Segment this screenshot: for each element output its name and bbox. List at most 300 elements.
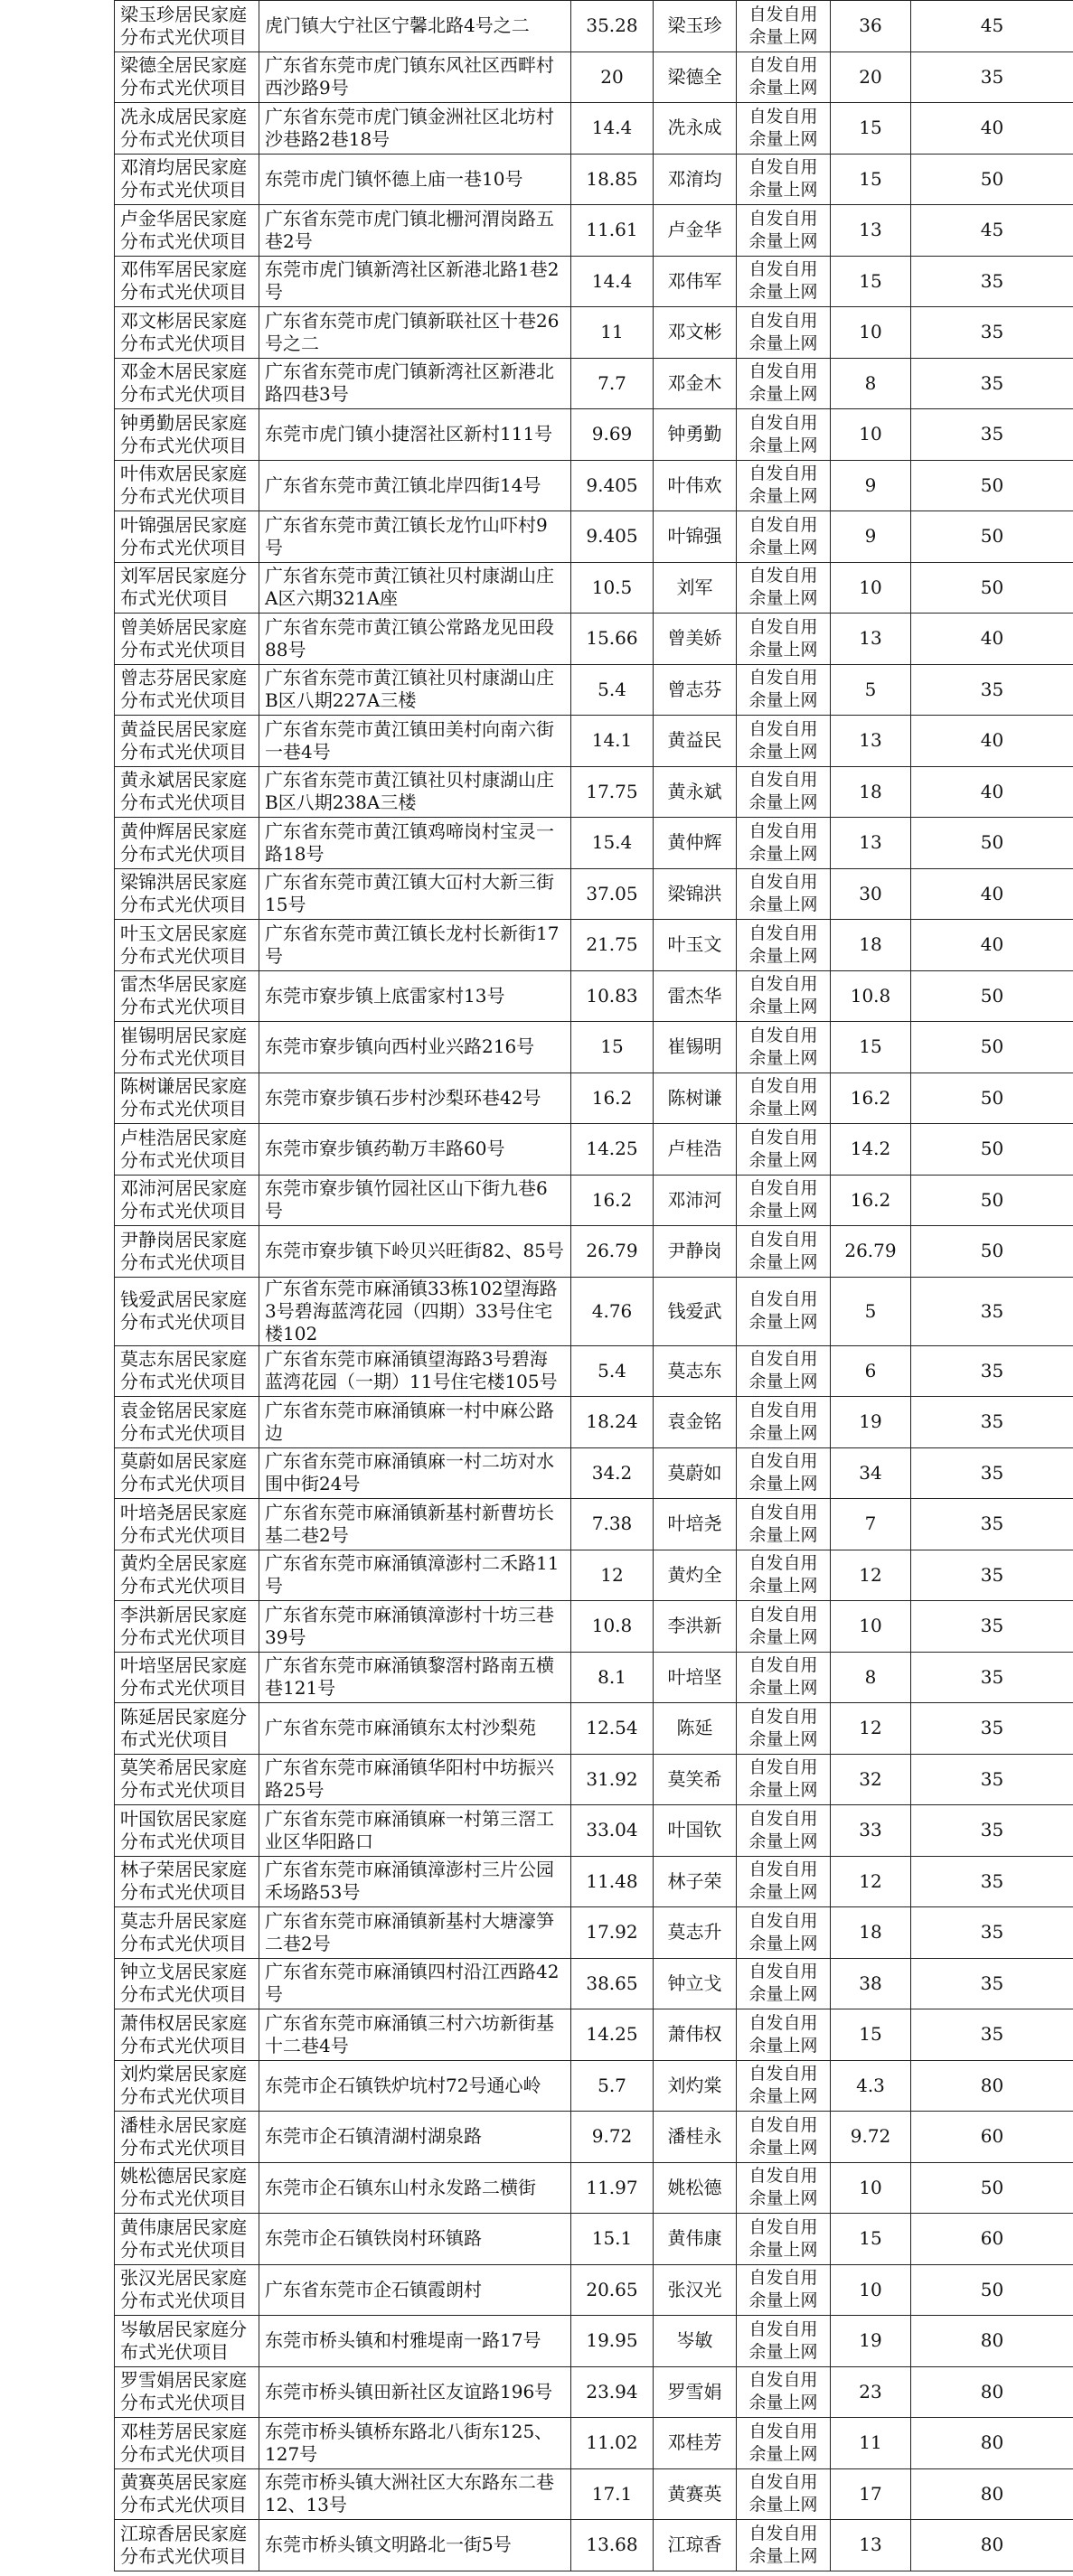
- project-address: 广东省东莞市麻涌镇望海路3号碧海蓝湾花园（一期）11号住宅楼105号: [259, 1345, 571, 1397]
- capacity-value: 14.4: [571, 256, 654, 307]
- value-col-8: 80: [911, 2468, 1073, 2520]
- value-col-8: 35: [911, 1345, 1073, 1397]
- project-name: 黄永斌居民家庭分布式光伏项目: [115, 766, 259, 818]
- project-name: 刘军居民家庭分布式光伏项目: [115, 562, 259, 614]
- project-name: 冼永成居民家庭分布式光伏项目: [115, 103, 259, 155]
- project-name: 江琼香居民家庭分布式光伏项目: [115, 2520, 259, 2571]
- grid-mode: 自发自用余量上网: [737, 1345, 831, 1397]
- capacity-value: 34.2: [571, 1447, 654, 1499]
- table-row: [115, 766, 1073, 818]
- capacity-value: 9.405: [571, 460, 654, 511]
- table-row: [115, 1447, 1073, 1499]
- grid-mode: 自发自用余量上网: [737, 2468, 831, 2520]
- capacity-value: 11.97: [571, 2162, 654, 2214]
- project-address: 广东省东莞市黄江镇大冚村大新三街15号: [259, 868, 571, 920]
- owner-name: 钟勇勤: [654, 409, 737, 461]
- value-col-7: 33: [831, 1805, 911, 1857]
- grid-mode: 自发自用余量上网: [737, 1447, 831, 1499]
- project-address: 广东省东莞市虎门镇金洲社区北坊村沙巷路2巷18号: [259, 103, 571, 155]
- table-row: [115, 2520, 1073, 2571]
- capacity-value: 18.85: [571, 154, 654, 205]
- table-row: [115, 358, 1073, 409]
- capacity-value: 18.24: [571, 1397, 654, 1448]
- owner-name: 罗雪娟: [654, 2366, 737, 2418]
- value-col-7: 15: [831, 2214, 911, 2265]
- value-col-8: 35: [911, 1856, 1073, 1907]
- owner-name: 邓淯均: [654, 154, 737, 205]
- grid-mode: 自发自用余量上网: [737, 1703, 831, 1755]
- project-name: 刘灼棠居民家庭分布式光伏项目: [115, 2060, 259, 2112]
- table-row: [115, 2009, 1073, 2061]
- owner-name: 卢桂浩: [654, 1124, 737, 1176]
- table-row: [115, 716, 1073, 767]
- capacity-value: 16.2: [571, 1073, 654, 1124]
- owner-name: 李洪新: [654, 1601, 737, 1653]
- capacity-value: 35.28: [571, 1, 654, 52]
- value-col-8: 35: [911, 1754, 1073, 1805]
- grid-mode: 自发自用余量上网: [737, 716, 831, 767]
- value-col-8: 80: [911, 2060, 1073, 2112]
- table-row: [115, 920, 1073, 971]
- project-address: 广东省东莞市麻涌镇四村沿江西路42号: [259, 1958, 571, 2009]
- value-col-8: 35: [911, 1805, 1073, 1857]
- owner-name: 梁玉珍: [654, 1, 737, 52]
- project-name: 梁玉珍居民家庭分布式光伏项目: [115, 1, 259, 52]
- value-col-7: 4.3: [831, 2060, 911, 2112]
- value-col-8: 50: [911, 1226, 1073, 1278]
- value-col-8: 45: [911, 205, 1073, 257]
- project-address: 东莞市企石镇东山村永发路二横街: [259, 2162, 571, 2214]
- project-name: 黄益民居民家庭分布式光伏项目: [115, 716, 259, 767]
- owner-name: 邓沛河: [654, 1175, 737, 1226]
- project-address: 广东省东莞市麻涌镇黎滘村路南五横巷121号: [259, 1652, 571, 1703]
- project-name: 邓伟军居民家庭分布式光伏项目: [115, 256, 259, 307]
- grid-mode: 自发自用余量上网: [737, 1907, 831, 1959]
- project-name: 钟立戈居民家庭分布式光伏项目: [115, 1958, 259, 2009]
- capacity-value: 14.1: [571, 716, 654, 767]
- owner-name: 莫蔚如: [654, 1447, 737, 1499]
- capacity-value: 16.2: [571, 1175, 654, 1226]
- value-col-7: 13: [831, 614, 911, 665]
- project-name: 陈延居民家庭分布式光伏项目: [115, 1703, 259, 1755]
- value-col-7: 10: [831, 1601, 911, 1653]
- capacity-value: 31.92: [571, 1754, 654, 1805]
- project-address: 广东省东莞市黄江镇田美村向南六街一巷4号: [259, 716, 571, 767]
- value-col-7: 13: [831, 716, 911, 767]
- project-address: 广东省东莞市企石镇霞朗村: [259, 2264, 571, 2316]
- owner-name: 邓桂芳: [654, 2418, 737, 2469]
- capacity-value: 15.66: [571, 614, 654, 665]
- owner-name: 张汉光: [654, 2264, 737, 2316]
- capacity-value: 7.38: [571, 1499, 654, 1550]
- capacity-value: 7.7: [571, 358, 654, 409]
- grid-mode: 自发自用余量上网: [737, 2214, 831, 2265]
- table-row: [115, 1958, 1073, 2009]
- value-col-8: 45: [911, 1, 1073, 52]
- grid-mode: 自发自用余量上网: [737, 1124, 831, 1176]
- value-col-7: 26.79: [831, 1226, 911, 1278]
- value-col-8: 35: [911, 1907, 1073, 1959]
- grid-mode: 自发自用余量上网: [737, 2316, 831, 2367]
- value-col-8: 40: [911, 868, 1073, 920]
- value-col-8: 50: [911, 818, 1073, 869]
- grid-mode: 自发自用余量上网: [737, 920, 831, 971]
- value-col-7: 34: [831, 1447, 911, 1499]
- grid-mode: 自发自用余量上网: [737, 52, 831, 103]
- table-row: [115, 2316, 1073, 2367]
- value-col-7: 10: [831, 2264, 911, 2316]
- project-table: [114, 0, 1073, 2571]
- project-name: 黄赛英居民家庭分布式光伏项目: [115, 2468, 259, 2520]
- value-col-7: 13: [831, 2520, 911, 2571]
- owner-name: 陈延: [654, 1703, 737, 1755]
- project-address: 广东省东莞市虎门镇新湾社区新港北路四巷3号: [259, 358, 571, 409]
- project-address: 广东省东莞市黄江镇长龙村长新街17号: [259, 920, 571, 971]
- capacity-value: 17.75: [571, 766, 654, 818]
- table-row: [115, 2468, 1073, 2520]
- value-col-7: 36: [831, 1, 911, 52]
- project-address: 广东省东莞市麻涌镇新基村大塘濠笋二巷2号: [259, 1907, 571, 1959]
- value-col-7: 18: [831, 920, 911, 971]
- owner-name: 黄益民: [654, 716, 737, 767]
- owner-name: 叶锦强: [654, 511, 737, 563]
- owner-name: 邓文彬: [654, 307, 737, 359]
- owner-name: 莫笑希: [654, 1754, 737, 1805]
- grid-mode: 自发自用余量上网: [737, 2418, 831, 2469]
- value-col-8: 35: [911, 1499, 1073, 1550]
- table-row: [115, 1907, 1073, 1959]
- project-address: 东莞市桥头镇和村雅堤南一路17号: [259, 2316, 571, 2367]
- capacity-value: 13.68: [571, 2520, 654, 2571]
- grid-mode: 自发自用余量上网: [737, 154, 831, 205]
- value-col-8: 35: [911, 1703, 1073, 1755]
- owner-name: 梁锦洪: [654, 868, 737, 920]
- value-col-8: 35: [911, 1550, 1073, 1601]
- value-col-8: 80: [911, 2418, 1073, 2469]
- value-col-8: 35: [911, 664, 1073, 716]
- table-row: [115, 1226, 1073, 1278]
- project-name: 姚松德居民家庭分布式光伏项目: [115, 2162, 259, 2214]
- grid-mode: 自发自用余量上网: [737, 868, 831, 920]
- value-col-8: 35: [911, 1397, 1073, 1448]
- owner-name: 邓伟军: [654, 256, 737, 307]
- project-address: 虎门镇大宁社区宁馨北路4号之二: [259, 1, 571, 52]
- grid-mode: 自发自用余量上网: [737, 664, 831, 716]
- value-col-8: 40: [911, 766, 1073, 818]
- grid-mode: 自发自用余量上网: [737, 1022, 831, 1073]
- owner-name: 雷杰华: [654, 970, 737, 1022]
- project-address: 广东省东莞市麻涌镇华阳村中坊振兴路25号: [259, 1754, 571, 1805]
- table-row: [115, 818, 1073, 869]
- grid-mode: 自发自用余量上网: [737, 1958, 831, 2009]
- value-col-8: 50: [911, 562, 1073, 614]
- project-address: 东莞市企石镇铁炉坑村72号通心岭: [259, 2060, 571, 2112]
- value-col-8: 50: [911, 2264, 1073, 2316]
- project-name: 张汉光居民家庭分布式光伏项目: [115, 2264, 259, 2316]
- project-name: 黄灼全居民家庭分布式光伏项目: [115, 1550, 259, 1601]
- project-name: 邓金木居民家庭分布式光伏项目: [115, 358, 259, 409]
- capacity-value: 20.65: [571, 2264, 654, 2316]
- owner-name: 叶伟欢: [654, 460, 737, 511]
- project-name: 潘桂永居民家庭分布式光伏项目: [115, 2112, 259, 2163]
- value-col-8: 50: [911, 1073, 1073, 1124]
- project-name: 叶锦强居民家庭分布式光伏项目: [115, 511, 259, 563]
- table-row: [115, 868, 1073, 920]
- project-address: 广东省东莞市黄江镇鸡啼岗村宝灵一路18号: [259, 818, 571, 869]
- capacity-value: 11.48: [571, 1856, 654, 1907]
- owner-name: 陈树谦: [654, 1073, 737, 1124]
- owner-name: 黄灼全: [654, 1550, 737, 1601]
- owner-name: 叶玉文: [654, 920, 737, 971]
- value-col-8: 50: [911, 2162, 1073, 2214]
- capacity-value: 33.04: [571, 1805, 654, 1857]
- owner-name: 冼永成: [654, 103, 737, 155]
- table-row: [115, 52, 1073, 103]
- project-name: 邓沛河居民家庭分布式光伏项目: [115, 1175, 259, 1226]
- capacity-value: 38.65: [571, 1958, 654, 2009]
- value-col-7: 20: [831, 52, 911, 103]
- value-col-7: 19: [831, 1397, 911, 1448]
- capacity-value: 10.5: [571, 562, 654, 614]
- value-col-7: 38: [831, 1958, 911, 2009]
- project-name: 陈树谦居民家庭分布式光伏项目: [115, 1073, 259, 1124]
- grid-mode: 自发自用余量上网: [737, 1550, 831, 1601]
- table-row: [115, 1550, 1073, 1601]
- table-row: [115, 2264, 1073, 2316]
- project-name: 梁锦洪居民家庭分布式光伏项目: [115, 868, 259, 920]
- owner-name: 黄永斌: [654, 766, 737, 818]
- capacity-value: 15.4: [571, 818, 654, 869]
- capacity-value: 10.83: [571, 970, 654, 1022]
- value-col-8: 80: [911, 2520, 1073, 2571]
- project-name: 黄伟康居民家庭分布式光伏项目: [115, 2214, 259, 2265]
- project-name: 曾志芬居民家庭分布式光伏项目: [115, 664, 259, 716]
- value-col-7: 11: [831, 2418, 911, 2469]
- project-name: 卢金华居民家庭分布式光伏项目: [115, 205, 259, 257]
- owner-name: 莫志东: [654, 1345, 737, 1397]
- value-col-7: 15: [831, 1022, 911, 1073]
- grid-mode: 自发自用余量上网: [737, 1175, 831, 1226]
- grid-mode: 自发自用余量上网: [737, 103, 831, 155]
- table-row: [115, 1601, 1073, 1653]
- table-row: [115, 664, 1073, 716]
- grid-mode: 自发自用余量上网: [737, 1856, 831, 1907]
- project-name: 叶培坚居民家庭分布式光伏项目: [115, 1652, 259, 1703]
- grid-mode: 自发自用余量上网: [737, 1652, 831, 1703]
- project-address: 广东省东莞市麻涌镇麻一村二坊对水围中街24号: [259, 1447, 571, 1499]
- table-row: [115, 562, 1073, 614]
- value-col-7: 18: [831, 1907, 911, 1959]
- value-col-8: 35: [911, 307, 1073, 359]
- capacity-value: 23.94: [571, 2366, 654, 2418]
- value-col-7: 18: [831, 766, 911, 818]
- capacity-value: 8.1: [571, 1652, 654, 1703]
- project-address: 东莞市虎门镇新湾社区新港北路1巷2号: [259, 256, 571, 307]
- grid-mode: 自发自用余量上网: [737, 511, 831, 563]
- value-col-7: 9: [831, 511, 911, 563]
- capacity-value: 14.25: [571, 2009, 654, 2061]
- table-row: [115, 154, 1073, 205]
- project-address: 广东省东莞市麻涌镇东太村沙梨苑: [259, 1703, 571, 1755]
- table-row: [115, 256, 1073, 307]
- owner-name: 曾志芬: [654, 664, 737, 716]
- value-col-8: 60: [911, 2112, 1073, 2163]
- owner-name: 钟立戈: [654, 1958, 737, 2009]
- grid-mode: 自发自用余量上网: [737, 1805, 831, 1857]
- project-address: 广东省东莞市麻涌镇33栋102望海路3号碧海蓝湾花园（四期）33号住宅楼102: [259, 1277, 571, 1345]
- capacity-value: 17.1: [571, 2468, 654, 2520]
- value-col-7: 19: [831, 2316, 911, 2367]
- capacity-value: 17.92: [571, 1907, 654, 1959]
- grid-mode: 自发自用余量上网: [737, 818, 831, 869]
- project-address: 广东省东莞市麻涌镇麻一村中麻公路边: [259, 1397, 571, 1448]
- value-col-8: 50: [911, 970, 1073, 1022]
- owner-name: 刘灼棠: [654, 2060, 737, 2112]
- table-row: [115, 409, 1073, 461]
- grid-mode: 自发自用余量上网: [737, 2112, 831, 2163]
- grid-mode: 自发自用余量上网: [737, 2366, 831, 2418]
- capacity-value: 20: [571, 52, 654, 103]
- value-col-7: 8: [831, 1652, 911, 1703]
- owner-name: 林子荣: [654, 1856, 737, 1907]
- table-row: [115, 1073, 1073, 1124]
- owner-name: 黄仲辉: [654, 818, 737, 869]
- owner-name: 萧伟权: [654, 2009, 737, 2061]
- grid-mode: 自发自用余量上网: [737, 2264, 831, 2316]
- project-name: 莫志升居民家庭分布式光伏项目: [115, 1907, 259, 1959]
- value-col-7: 32: [831, 1754, 911, 1805]
- project-name: 雷杰华居民家庭分布式光伏项目: [115, 970, 259, 1022]
- grid-mode: 自发自用余量上网: [737, 2162, 831, 2214]
- project-name: 叶培尧居民家庭分布式光伏项目: [115, 1499, 259, 1550]
- table-row: [115, 1, 1073, 52]
- value-col-8: 50: [911, 154, 1073, 205]
- capacity-value: 26.79: [571, 1226, 654, 1278]
- project-name: 邓文彬居民家庭分布式光伏项目: [115, 307, 259, 359]
- owner-name: 尹静岗: [654, 1226, 737, 1278]
- grid-mode: 自发自用余量上网: [737, 562, 831, 614]
- grid-mode: 自发自用余量上网: [737, 1277, 831, 1345]
- value-col-7: 10: [831, 562, 911, 614]
- value-col-8: 35: [911, 1652, 1073, 1703]
- grid-mode: 自发自用余量上网: [737, 766, 831, 818]
- grid-mode: 自发自用余量上网: [737, 614, 831, 665]
- table-row: [115, 1277, 1073, 1345]
- capacity-value: 12.54: [571, 1703, 654, 1755]
- capacity-value: 15.1: [571, 2214, 654, 2265]
- owner-name: 黄赛英: [654, 2468, 737, 2520]
- value-col-8: 50: [911, 511, 1073, 563]
- capacity-value: 12: [571, 1550, 654, 1601]
- capacity-value: 10.8: [571, 1601, 654, 1653]
- value-col-8: 60: [911, 2214, 1073, 2265]
- value-col-7: 10: [831, 409, 911, 461]
- table-row: [115, 1754, 1073, 1805]
- value-col-8: 50: [911, 1175, 1073, 1226]
- table-row: [115, 1175, 1073, 1226]
- capacity-value: 14.4: [571, 103, 654, 155]
- project-address: 广东省东莞市黄江镇社贝村康湖山庄A区六期321A座: [259, 562, 571, 614]
- project-name: 黄仲辉居民家庭分布式光伏项目: [115, 818, 259, 869]
- value-col-8: 35: [911, 1277, 1073, 1345]
- grid-mode: 自发自用余量上网: [737, 409, 831, 461]
- grid-mode: 自发自用余量上网: [737, 2060, 831, 2112]
- grid-mode: 自发自用余量上网: [737, 256, 831, 307]
- project-name: 袁金铭居民家庭分布式光伏项目: [115, 1397, 259, 1448]
- capacity-value: 9.72: [571, 2112, 654, 2163]
- project-name: 莫蔚如居民家庭分布式光伏项目: [115, 1447, 259, 1499]
- project-name: 岑敏居民家庭分布式光伏项目: [115, 2316, 259, 2367]
- owner-name: 刘军: [654, 562, 737, 614]
- project-address: 东莞市虎门镇怀德上庙一巷10号: [259, 154, 571, 205]
- value-col-7: 9.72: [831, 2112, 911, 2163]
- value-col-7: 15: [831, 2009, 911, 2061]
- grid-mode: 自发自用余量上网: [737, 1, 831, 52]
- project-address: 东莞市寮步镇上底雷家村13号: [259, 970, 571, 1022]
- table-row: [115, 1856, 1073, 1907]
- project-name: 钟勇勤居民家庭分布式光伏项目: [115, 409, 259, 461]
- project-name: 林子荣居民家庭分布式光伏项目: [115, 1856, 259, 1907]
- value-col-8: 35: [911, 2009, 1073, 2061]
- grid-mode: 自发自用余量上网: [737, 307, 831, 359]
- table-body: [115, 1, 1073, 2571]
- project-address: 东莞市企石镇铁岗村环镇路: [259, 2214, 571, 2265]
- project-address: 广东省东莞市黄江镇长龙竹山吓村9号: [259, 511, 571, 563]
- grid-mode: 自发自用余量上网: [737, 2520, 831, 2571]
- project-address: 东莞市企石镇清湖村湖泉路: [259, 2112, 571, 2163]
- project-address: 广东省东莞市麻涌镇漳澎村二禾路11号: [259, 1550, 571, 1601]
- owner-name: 江琼香: [654, 2520, 737, 2571]
- table-row: [115, 103, 1073, 155]
- value-col-8: 35: [911, 256, 1073, 307]
- table-row: [115, 2418, 1073, 2469]
- grid-mode: 自发自用余量上网: [737, 1226, 831, 1278]
- value-col-8: 35: [911, 1447, 1073, 1499]
- owner-name: 卢金华: [654, 205, 737, 257]
- value-col-8: 50: [911, 1022, 1073, 1073]
- project-address: 广东省东莞市麻涌镇漳澎村十坊三巷39号: [259, 1601, 571, 1653]
- owner-name: 梁德全: [654, 52, 737, 103]
- owner-name: 叶培坚: [654, 1652, 737, 1703]
- grid-mode: 自发自用余量上网: [737, 1073, 831, 1124]
- table-row: [115, 1124, 1073, 1176]
- table-row: [115, 1652, 1073, 1703]
- owner-name: 袁金铭: [654, 1397, 737, 1448]
- value-col-7: 7: [831, 1499, 911, 1550]
- value-col-7: 10: [831, 307, 911, 359]
- grid-mode: 自发自用余量上网: [737, 1754, 831, 1805]
- project-address: 广东省东莞市麻涌镇漳澎村三片公园禾场路53号: [259, 1856, 571, 1907]
- project-address: 广东省东莞市黄江镇公常路龙见田段88号: [259, 614, 571, 665]
- owner-name: 姚松德: [654, 2162, 737, 2214]
- capacity-value: 11.61: [571, 205, 654, 257]
- project-name: 邓淯均居民家庭分布式光伏项目: [115, 154, 259, 205]
- project-name: 尹静岗居民家庭分布式光伏项目: [115, 1226, 259, 1278]
- project-name: 梁德全居民家庭分布式光伏项目: [115, 52, 259, 103]
- project-address: 广东省东莞市黄江镇社贝村康湖山庄B区八期227A三楼: [259, 664, 571, 716]
- project-address: 广东省东莞市麻涌镇麻一村第三滘工业区华阳路口: [259, 1805, 571, 1857]
- value-col-7: 6: [831, 1345, 911, 1397]
- owner-name: 邓金木: [654, 358, 737, 409]
- project-address: 广东省东莞市虎门镇新联社区十巷26号之二: [259, 307, 571, 359]
- table-row: [115, 1397, 1073, 1448]
- value-col-7: 15: [831, 103, 911, 155]
- grid-mode: 自发自用余量上网: [737, 970, 831, 1022]
- value-col-7: 15: [831, 154, 911, 205]
- project-address: 广东省东莞市麻涌镇三村六坊新街基十二巷4号: [259, 2009, 571, 2061]
- project-address: 东莞市寮步镇向西村业兴路216号: [259, 1022, 571, 1073]
- project-address: 东莞市桥头镇大洲社区大东路东二巷12、13号: [259, 2468, 571, 2520]
